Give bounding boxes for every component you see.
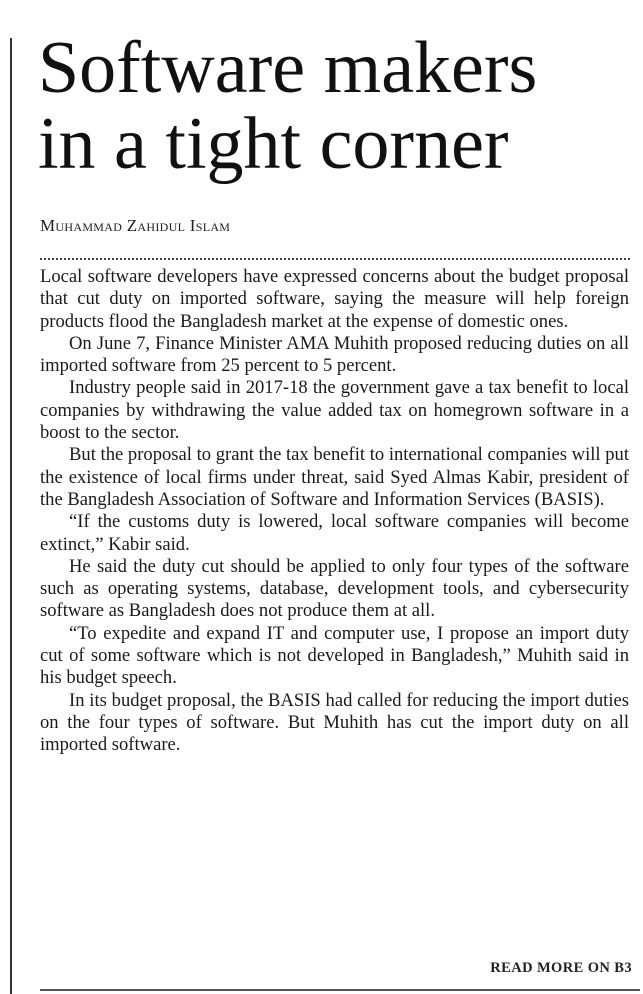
headline-line-2: in a tight corner <box>38 103 509 185</box>
read-more-link[interactable]: READ MORE ON B3 <box>490 960 632 976</box>
paragraph: But the proposal to grant the tax benefit to international companies will put the existence of local firms under threat, said Syed Almas Kabir, president of the Bangladesh Association of Software and Information Services (BASIS). <box>40 444 629 510</box>
column-divider <box>10 38 12 994</box>
paragraph: “If the customs duty is lowered, local software companies will become extinct,” Kabir said. <box>40 511 629 555</box>
paragraph: Industry people said in 2017-18 the government gave a tax benefit to local companies by withdrawing the value added tax on homegrown software in a boost to the sector. <box>40 377 629 444</box>
paragraph: “To expedite and expand IT and computer use, I propose an import duty cut of some software which is not developed in Bangladesh,” Muhith said in his budget speech. <box>40 622 629 689</box>
article-headline <box>38 27 638 185</box>
paragraph: He said the duty cut should be applied to only four types of the software such as operating systems, database, development tools, and cybersecurity software as Bangladesh does not produce them at all. <box>40 555 629 622</box>
bottom-divider <box>40 989 640 991</box>
paragraph: On June 7, Finance Minister AMA Muhith proposed reducing duties on all imported software from 25 percent to 5 percent. <box>40 332 629 377</box>
paragraph: Local software developers have expressed concerns about the budget proposal that cut duty on imported software, saying the measure will help foreign products flood the Bangladesh market at the expense of domestic ones. <box>40 266 629 332</box>
paragraph: In its budget proposal, the BASIS had called for reducing the import duties on the four types of software. But Muhith has cut the import duty on all imported software. <box>40 689 629 756</box>
article-body <box>40 266 629 757</box>
headline-line-1: Software makers <box>38 27 538 109</box>
dotted-divider <box>40 258 630 260</box>
byline: Muhammad Zahidul Islam <box>40 216 231 235</box>
